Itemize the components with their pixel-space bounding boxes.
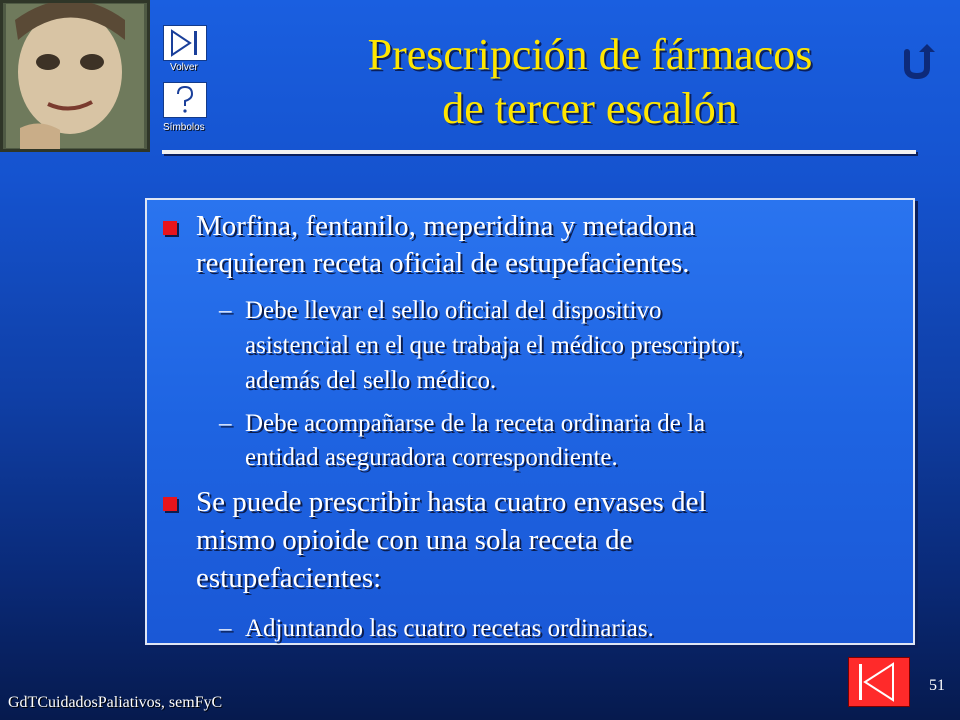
question-mark-icon (164, 83, 206, 117)
bullet-2-line-2: mismo opioide con una sola receta de (196, 524, 633, 556)
bullet-square-icon (163, 221, 177, 235)
footer-credit: GdTCuidadosPaliativos, semFyC (8, 694, 223, 711)
bullet-2-line-1: Se puede prescribir hasta cuatro envases del (196, 486, 707, 518)
sub-dash-1: – (219, 297, 232, 324)
volver-label: Volver (170, 62, 198, 73)
play-forward-icon (164, 26, 206, 60)
return-arrow-icon (897, 42, 937, 82)
content-box (145, 198, 915, 645)
bullet-1-line-1: Morfina, fentanilo, meperidina y metadona (196, 210, 696, 242)
volver-button[interactable] (163, 25, 207, 61)
sub-dash-2: – (219, 410, 232, 437)
bullet-2-line-3: estupefacientes: (196, 562, 382, 594)
return-button[interactable] (897, 42, 937, 82)
simbolos-label: Símbolos (163, 122, 205, 133)
sub-1-line-1: Debe llevar el sello oficial del dispositivo (245, 297, 662, 324)
sub-2-line-2: entidad aseguradora correspondiente. (245, 444, 618, 471)
title-line-1: Prescripción de fármacos (367, 30, 813, 79)
bullet-1-line-2: requieren receta oficial de estupefacientes. (196, 247, 690, 279)
sub-1-line-3: además del sello médico. (245, 367, 497, 394)
page-number: 51 (929, 677, 945, 694)
sub-3-line-1: Adjuntando las cuatro recetas ordinarias. (245, 615, 654, 642)
back-button[interactable] (848, 657, 910, 707)
title-line-2: de tercer escalón (442, 84, 738, 133)
triangle-back-icon (849, 658, 909, 706)
title-divider (162, 150, 916, 154)
page-title (290, 28, 890, 136)
sub-dash-3: – (219, 615, 232, 642)
portrait-image (0, 0, 150, 152)
bullet-square-icon (163, 497, 177, 511)
sub-2-line-1: Debe acompañarse de la receta ordinaria de la (245, 410, 706, 437)
sub-1-line-2: asistencial en el que trabaja el médico prescriptor, (245, 332, 744, 359)
simbolos-button[interactable] (163, 82, 207, 118)
